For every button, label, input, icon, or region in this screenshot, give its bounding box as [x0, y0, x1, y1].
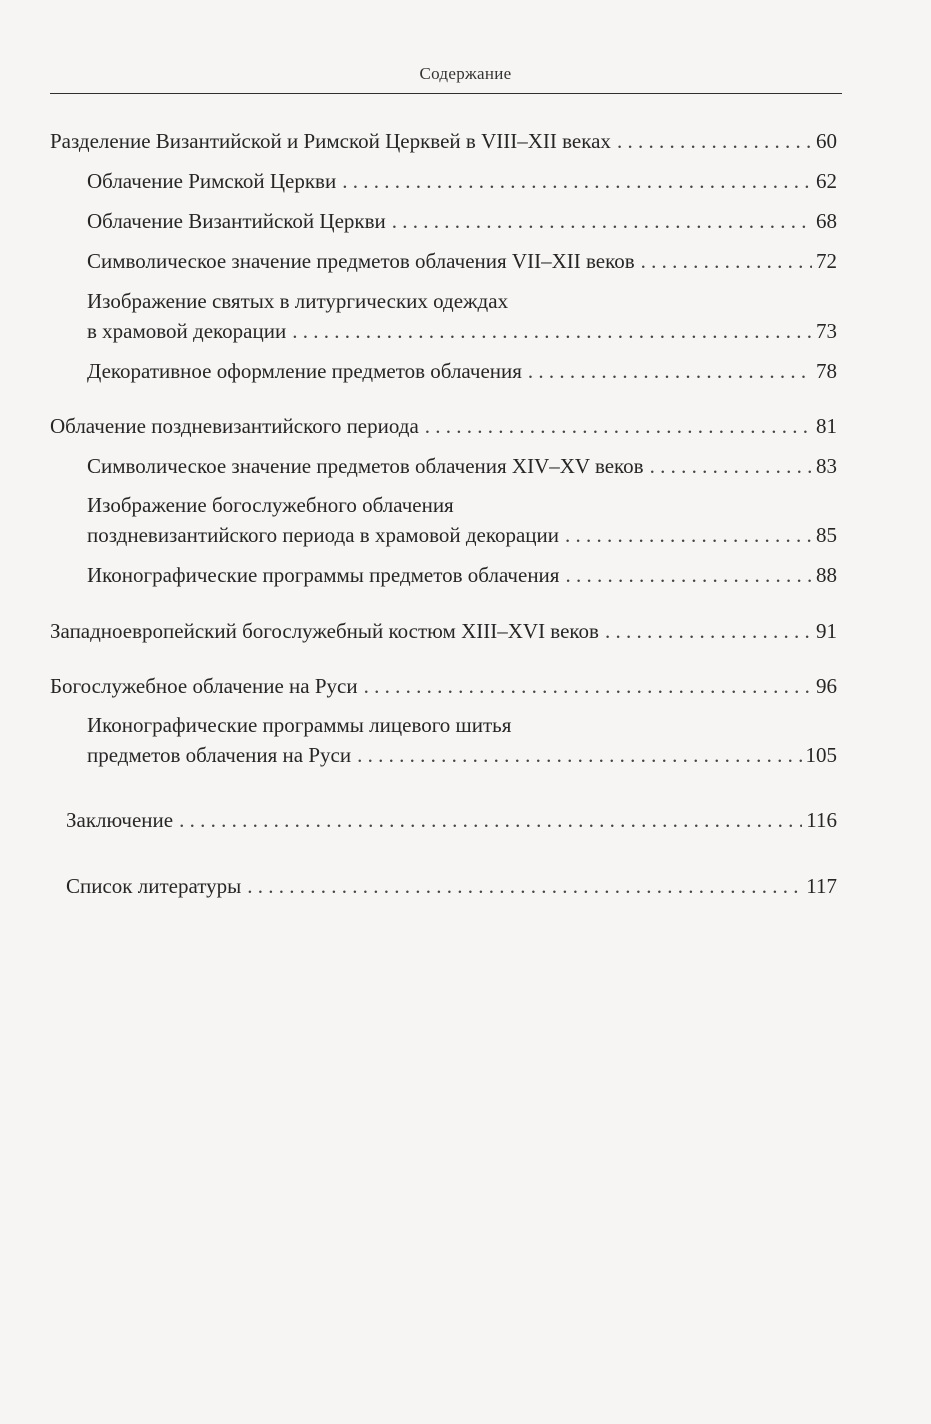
toc-entry [87, 742, 837, 768]
dot-leader [425, 413, 812, 439]
toc-entry-page: 105 [805, 743, 837, 767]
toc-entry-page: 73 [816, 319, 837, 343]
dot-leader [179, 807, 802, 833]
dot-leader [605, 618, 812, 644]
toc-entry [50, 673, 837, 699]
toc-entry-title: Список литературы [66, 874, 242, 898]
toc-entry [87, 208, 837, 234]
toc-entry-page: 83 [816, 454, 837, 478]
dot-leader [292, 318, 812, 344]
toc-entry-title: Богослужебное облачение на Руси [50, 674, 358, 698]
toc-entry-page: 117 [806, 874, 837, 898]
toc-entry-title: Западноевропейский богослужебный костюм XIII–XVI веков [50, 619, 599, 643]
toc-entry [66, 807, 837, 833]
toc-entry-title-line1: Иконографические программы лицевого шитья [87, 713, 512, 737]
toc-entry-page: 81 [816, 414, 837, 438]
dot-leader [617, 128, 812, 154]
toc-entry-page: 96 [816, 674, 837, 698]
dot-leader [528, 358, 812, 384]
toc-entry [50, 128, 837, 154]
toc-entry [87, 562, 837, 588]
toc-entry [87, 358, 837, 384]
toc-entry-page: 116 [806, 808, 837, 832]
dot-leader [392, 208, 812, 234]
toc-entry-title: предметов облачения на Руси [87, 743, 352, 767]
toc-entry-page: 88 [816, 563, 837, 587]
toc-entry-title: Облачение поздневизантийского периода [50, 414, 419, 438]
toc-entry-title: Облачение Византийской Церкви [87, 209, 386, 233]
toc-entry-page: 91 [816, 619, 837, 643]
toc-entry-page: 78 [816, 359, 837, 383]
toc-entry-title: Иконографические программы предметов облачения [87, 563, 560, 587]
toc-entry [50, 413, 837, 439]
dot-leader [342, 168, 812, 194]
toc-entry-page: 60 [816, 129, 837, 153]
toc-entry-page: 72 [816, 249, 837, 273]
dot-leader [565, 562, 812, 588]
dot-leader [565, 522, 812, 548]
toc-entry [87, 522, 837, 548]
dot-leader [247, 873, 802, 899]
dot-leader [357, 742, 801, 768]
toc-entry-title: Символическое значение предметов облачения VII–XII веков [87, 249, 635, 273]
header-rule [50, 93, 842, 94]
toc-entry [87, 453, 837, 479]
dot-leader [650, 453, 812, 479]
toc-entry [50, 618, 837, 644]
toc-entry-page: 68 [816, 209, 837, 233]
toc-entry-title-line1: Изображение святых в литургических одеждах [87, 289, 509, 313]
running-title: Содержание [419, 64, 512, 83]
toc-entry-title: в храмовой декорации [87, 319, 287, 343]
dot-leader [641, 248, 812, 274]
toc-entry-page: 85 [816, 523, 837, 547]
toc-entry [87, 318, 837, 344]
toc-entry-title: Символическое значение предметов облачения XIV–XV веков [87, 454, 644, 478]
toc-entry-title: Разделение Византийской и Римской Церквей в VIII–XII веках [50, 129, 611, 153]
dot-leader [364, 673, 812, 699]
toc-entry [87, 248, 837, 274]
toc-entry [87, 168, 837, 194]
toc-entry-title: Облачение Римской Церкви [87, 169, 337, 193]
toc-entry-title-line1: Изображение богослужебного облачения [87, 493, 454, 517]
toc-entry-title: поздневизантийского периода в храмовой декорации [87, 523, 560, 547]
toc-entry-title: Заключение [66, 808, 174, 832]
toc-entry-page: 62 [816, 169, 837, 193]
toc-entry [66, 873, 837, 899]
toc-entry-title: Декоративное оформление предметов облачения [87, 359, 522, 383]
